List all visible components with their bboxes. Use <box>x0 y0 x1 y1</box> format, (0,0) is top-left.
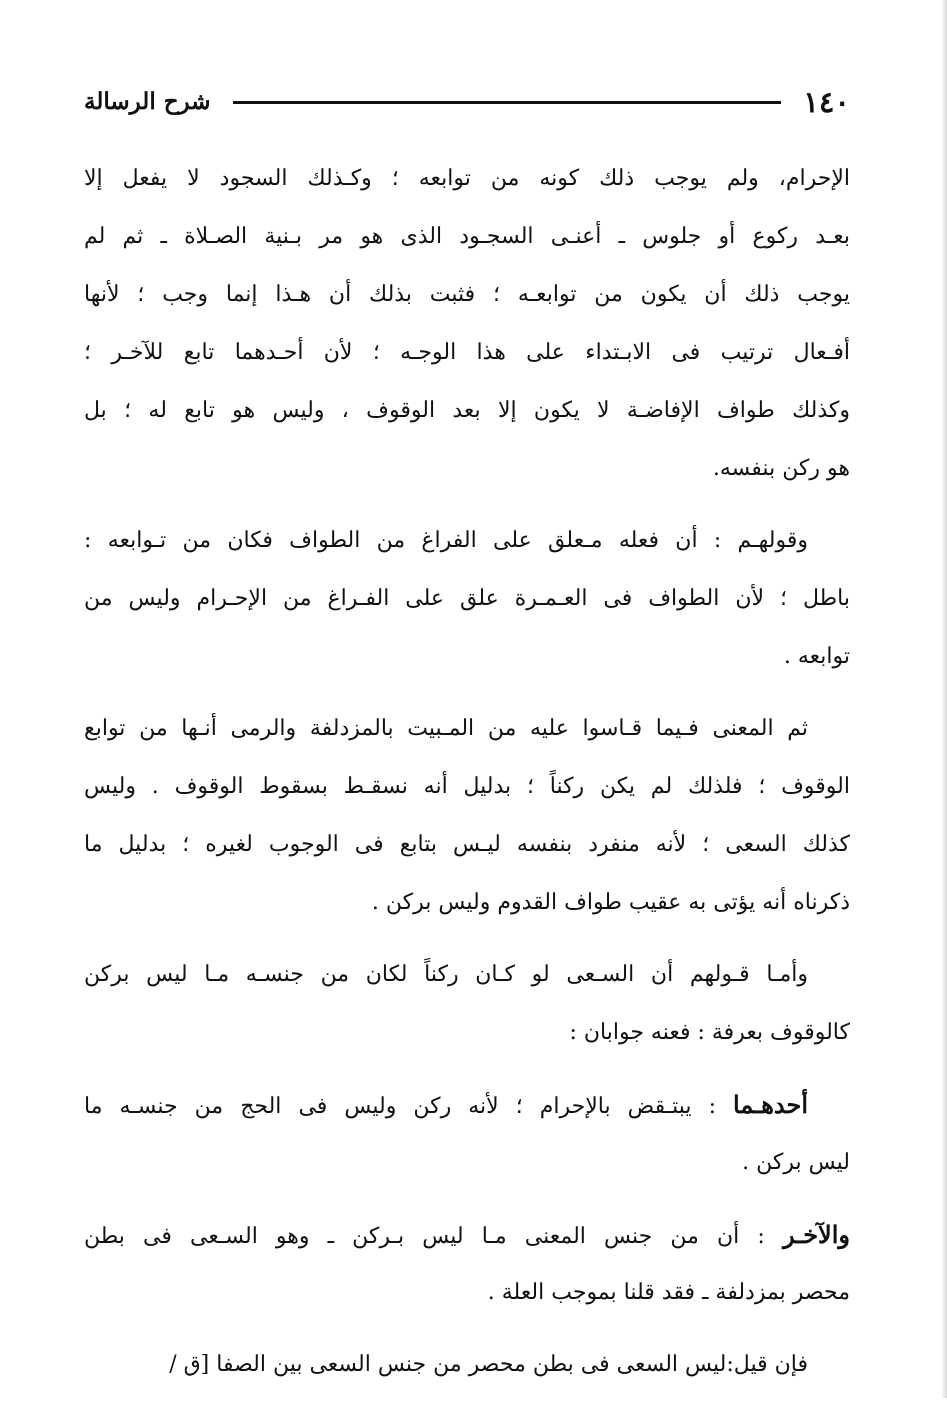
text-line: فإن قيل:ليس السعى فى بطن محصر من جنس السعى بين الصفا [ق / <box>169 1352 808 1377</box>
text-line: وقولهـم : أن فعله مـعلق على الفراغ من الطواف فكان من تـوابعه : <box>84 528 808 553</box>
text-line: كذلك السعى ؛ لأنه منفرد بنفسه ليـس بتابع فى الوجوب لغيره ؛ بدليل ما <box>84 832 850 857</box>
paragraph <box>84 946 850 1062</box>
paragraph <box>84 1336 850 1394</box>
text-line: محصر بمزدلفة ـ فقد قلنا بموجب العلة . <box>487 1280 850 1305</box>
text-line: وأمـا قـولهم أن السـعى لو كـان ركناً لكان من جنسـه مـا ليس بركن <box>84 962 808 987</box>
paragraph <box>84 150 850 498</box>
text-line: ليس بركن . <box>742 1150 850 1175</box>
body-text <box>84 150 850 1408</box>
text-line: هو ركن بنفسه. <box>712 456 850 481</box>
text-line: توابعه . <box>783 644 850 669</box>
paragraph <box>84 1076 850 1192</box>
text-line: أفـعال ترتيب فى الابـتداء على هذا الوجـه ؛ لأن أحـدهما تابع للآخـر ؛ <box>84 340 850 365</box>
text-line <box>84 1076 850 1134</box>
paragraph <box>84 700 850 932</box>
text-line: ذكرناه أنه يؤتى به عقيب طواف القدوم وليس بركن . <box>371 890 850 915</box>
text-line: الوقوف ؛ فلذلك لم يكن ركناً ؛ بدليل أنه نسقـط بسقوط الوقوف . وليس <box>84 774 850 799</box>
text-line <box>84 1206 850 1264</box>
page-edge-shadow <box>941 0 947 1398</box>
page-number: ١٤٠ <box>803 85 850 119</box>
text-line: ثم المعنى فـيما قـاسوا عليه من المـبيت بالمزدلفة والرمى أنـها من توابع <box>84 716 808 741</box>
running-header <box>84 82 850 122</box>
paragraph <box>84 512 850 686</box>
text-line: بعـد ركوع أو جلوس ـ أعنـى السجـود الذى هو مر بـنية الصـلاة ـ ثم لم <box>84 224 850 249</box>
text-line: وكذلك طواف الإفاضـة لا يكون إلا بعد الوقوف ، وليس هو تابع له ؛ بل <box>84 398 850 423</box>
paragraph <box>84 1206 850 1322</box>
text-run: : يبتـقض بالإحرام ؛ لأنه ركن وليس فى الحج من جنسـه ما <box>84 1094 734 1119</box>
text-run: : أن من جنس المعنى مـا ليس بـركن ـ وهو السـعى فى بطن <box>84 1224 783 1249</box>
running-title: شرح الرسالة <box>84 88 211 115</box>
paragraph-lead: أحدهـما <box>733 1090 808 1119</box>
text-line: يوجب ذلك أن يكون من توابعـه ؛ فثبت بذلك أن هـذا إنما وجب ؛ لأنها <box>84 282 850 307</box>
header-rule <box>233 101 782 104</box>
text-line: باطل ؛ لأن الطواف فى العـمـرة علق على الفـراغ من الإحـرام وليس من <box>84 586 850 611</box>
paragraph-lead: والآخـر <box>782 1220 850 1249</box>
text-line: الإحرام، ولم يوجب ذلك كونه من توابعه ؛ وكـذلك السجود لا يفعل إلا <box>84 166 850 191</box>
text-line: كالوقوف بعرفة : فعنه جوابان : <box>569 1020 850 1045</box>
